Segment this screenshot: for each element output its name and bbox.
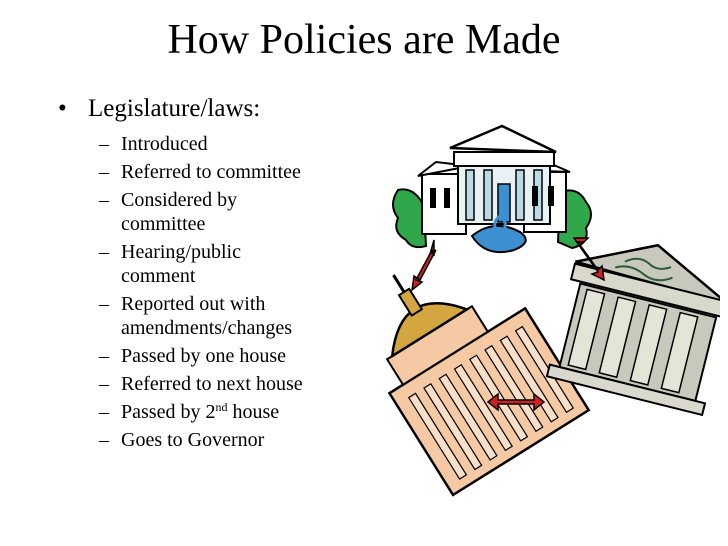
- governor-building-icon: [393, 126, 591, 252]
- slide-title: How Policies are Made: [167, 17, 561, 63]
- list-item: – Reported out with amendments/changes: [99, 293, 293, 339]
- policy-cycle-illustration: [360, 120, 720, 530]
- list-item: – Introduced: [99, 133, 208, 155]
- list-item: – Referred to committee: [99, 161, 301, 183]
- list-item: – Passed by one house: [99, 345, 286, 367]
- sub-bullet-list: [99, 132, 359, 452]
- bullet-marker: •: [58, 95, 67, 122]
- list-item: – Passed by 2nd house: [99, 400, 280, 423]
- list-item: – Referred to next house: [99, 373, 303, 395]
- list-item: – Considered by committee: [99, 189, 238, 235]
- capitol-building-icon: [360, 225, 589, 495]
- list-item: – Hearing/public comment: [99, 241, 241, 287]
- heading-text: Legislature/laws:: [88, 95, 261, 122]
- list-item: – Goes to Governor: [99, 429, 265, 451]
